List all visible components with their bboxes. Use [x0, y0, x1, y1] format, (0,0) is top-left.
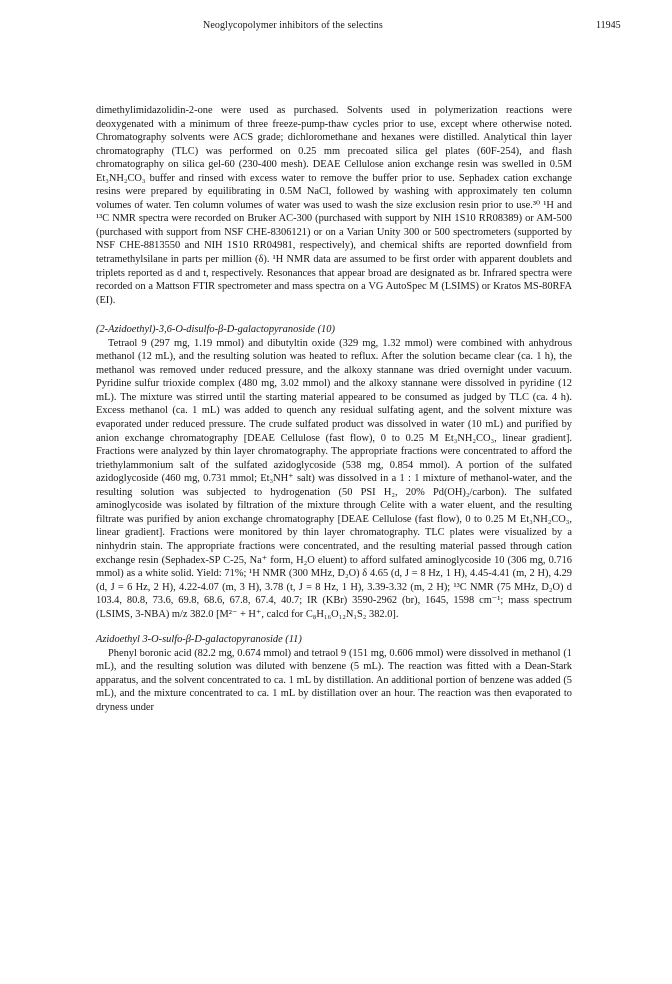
- compound-10-procedure: Tetraol 9 (297 mg, 1.19 mmol) and dibutyltin oxide (329 mg, 1.32 mmol) were combined with anhydrous methanol (12 mL), and the resulting solution was heated to reflux. After the solution became clear (ca. 1 h), the methanol was removed under reduced pressure, and the alkoxy stannane was dried overnight under vacuum. Pyridine sulfur trioxide complex (480 mg, 3.02 mmol) and the alkoxy stannane were dissolved in pyridine (12 mL). The mixture was stirred until the starting material appeared to be consumed as judged by TLC (ca. 4 h). Excess methanol (ca. 1 mL) was added to quench any residual sulfating agent, and the solvent mixture was evaporated under reduced pressure. The crude sulfated product was dissolved in water (10 mL) and purified by anion exchange chromatography [DEAE Cellulose (fast flow), 0 to 0.25 M Et₃NH₂CO₃, linear gradient]. Fractions were analyzed by thin layer chromatography. The appropriate fractions were concentrated to afford the triethylammonium salt of the sulfated azidoglycoside (538 mg, 0.854 mmol). A portion of the sulfated azidoglycoside (460 mg, 0.731 mmol; Et₃NH⁺ salt) was dissolved in a 1 : 1 mixture of methanol-water, and the resulting solution was subjected to hydrogenation (50 PSI H₂, 20% Pd(OH)₂/carbon). The sulfated aminoglycoside was isolated by filtration of the mixture through Celite with a water eluent, and the resulting filtrate was purified by anion exchange chromatography [DEAE Cellulose (fast flow), 0 to 0.25 M Et₃NH₂CO₃, linear gradient]. Fractions were monitored by thin layer chromatography. TLC plates were visualized by a ninhydrin stain. The appropriate fractions were concentrated, and the resulting material passed through cation exchange resin (Sephadex-SP C-25, Na⁺ form, H₂O eluent) to afford sulfated aminoglycoside 10 (306 mg, 0.716 mmol) as a white solid. Yield: 71%; ¹H NMR (300 MHz, D₂O) δ 4.65 (d, J = 8 Hz, 1 H), 4.45-4.41 (m, 2 H), 4.29 (d, J = 6 Hz, 2 H), 4.22-4.07 (m, 3 H), 3.78 (t, J = 8 Hz, 1 H), 3.39-3.32 (m, 2 H); ¹³C NMR (75 MHz, D₂O) d 103.4, 80.8, 73.6, 69.8, 68.6, 67.8, 67.4, 40.7; IR (KBr) 3590-2962 (br), 1645, 1598 cm⁻¹; mass spectrum (LSIMS, 3-NBA) m/z 382.0 [M²⁻ + H⁺, calcd for C₈H₁₆O₁₂N₁S₂ 382.0].: [96, 337, 572, 620]
- article-body: [96, 104, 572, 715]
- compound-11-heading: Azidoethyl 3-O-sulfo-β-D-galactopyranoside (11): [96, 634, 302, 646]
- running-title: Neoglycopolymer inhibitors of the selectins: [203, 20, 383, 31]
- running-head: [0, 20, 672, 36]
- section-spacer: [96, 621, 572, 633]
- page-number: 11945: [596, 20, 621, 31]
- compound-11-procedure: Phenyl boronic acid (82.2 mg, 0.674 mmol) and tetraol 9 (151 mg, 0.606 mmol) were dissolved in methanol (1 mL), and the resulting solution was diluted with benzene (5 mL). The reaction was fitted with a Dean-Stark apparatus, and the solvent concentrated to ca. 1 mL by distillation. An additional portion of benzene was added (5 mL), and the mixture concentrated to ca. 1 mL by distillation over an hour. The reaction was then evaporated to dryness under: [96, 647, 572, 713]
- experimental-general-paragraph: dimethylimidazolidin-2-one were used as purchased. Solvents used in polymerization reactions were deoxygenated with a minimum of three freeze-pump-thaw cycles prior to use, except where otherwise noted. Chromatography solvents were ACS grade; dichloromethane and hexanes were distilled. Analytical thin layer chromatography (TLC) was performed on 0.25 mm precoated silica gel plates (60F-254), and flash chromatography on silica gel-60 (230-400 mesh). DEAE Cellulose anion exchange resin was swelled in 0.5M Et₃NH₂CO₃ buffer and rinsed with excess water to remove the buffer prior to use. Sephadex cation exchange resins were prepared by equilibrating in 0.5M NaCl, followed by washing with approximately ten column volumes of water. Ten column volumes of water was used to wash the size exclusion resin prior to use.³⁰ ¹H and ¹³C NMR spectra were recorded on Bruker AC-300 (purchased with support by NIH 1S10 RR08389) or AM-500 (purchased with support from NSF CHE-8306121) or on a Varian Unity 300 or 500 spectrometers (supported by NSF CHE-8813550 and NIH 1S10 RR04981, respectively), and chemical shifts are reported downfield from tetramethylsilane in parts per million (δ). ¹H NMR data are assumed to be first order with apparent doublets and triplets reported as d and t, respectively. Resonances that appear broad are designated as br. Infrared spectra were recorded on a Mattson FTIR spectrometer and mass spectra on a VG AutoSpec M (LSIMS) or Kratos MS-80RFA (EI).: [96, 105, 572, 306]
- section-spacer: [96, 307, 572, 323]
- compound-10-heading: (2-Azidoethyl)-3,6-O-disulfo-β-D-galactopyranoside (10): [96, 324, 335, 336]
